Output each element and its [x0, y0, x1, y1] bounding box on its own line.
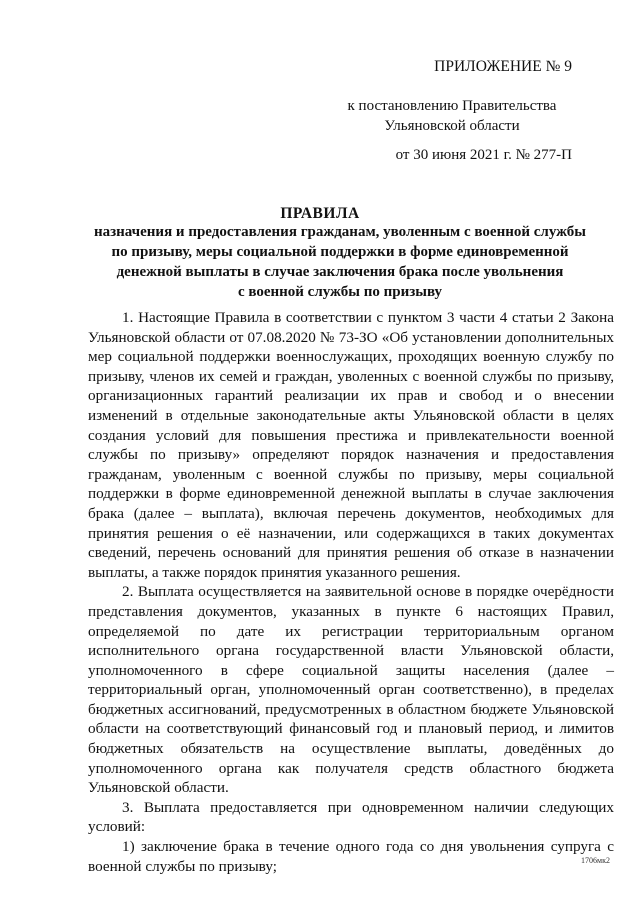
paragraph-2: 2. Выплата осуществляется на заявительной основе в порядке очерёдности представления документов, указанных в пункте 6 настоящих Правил, определяемой по дате их регистрации территориальным органом исполнительного органа государственной власти Ульяновской области, уполномоченного в сфере социальной защиты населения (далее – территориальный орган, уполномоченный орган соответственно), в пределах бюджетных ассигнований, предусмотренных в областном бюджете Ульяновской области на соответствующий финансовый год и плановый период, и лимитов бюджетных обязательств на осуществление выплаты, доведённых до уполномоченного органа как получателя средств областного бюджета Ульяновской области. — [88, 583, 614, 797]
annex-label: ПРИЛОЖЕНИЕ № 9 — [434, 58, 572, 75]
resolution-line-1: к постановлению Правительства — [347, 98, 557, 114]
subtitle-line-2: по призыву, меры социальной поддержки в форме единовременной — [111, 244, 569, 260]
paragraph-3-item-1: 1) заключение брака в течение одного года со дня увольнения супруга с военной службы по призыву; — [88, 838, 614, 875]
document-subtitle — [90, 222, 590, 302]
document-body — [88, 308, 614, 876]
document-title: ПРАВИЛА — [280, 205, 360, 222]
paragraph-3: 3. Выплата предоставляется при одновременном наличии следующих условий: — [88, 798, 614, 836]
subtitle-line-1: назначения и предоставления гражданам, уволенным с военной службы — [93, 224, 587, 240]
subtitle-line-4: с военной службы по призыву — [237, 284, 443, 300]
paragraph-1: 1. Настоящие Правила в соответствии с пунктом 3 части 4 статьи 2 Закона Ульяновской области от 07.08.2020 № 73-ЗО «Об установлении дополнительных мер социальной поддержки военнослужащих, проходящих военную службу по призыву, членов их семей и граждан, уволенных с военной службы по призыву, организационных гарантий реализации их прав и свобод и о внесении изменений в отдельные законодательные акты Ульяновской области в целях создания условий для повышения престижа и привлекательности военной службы по призыву» определяют порядок назначения и предоставления гражданам, уволенным с военной службы по призыву, меры социальной поддержки в форме единовременной денежной выплаты в случае заключения брака (далее – выплата), включая перечень документов, необходимых для принятия решения о её назначении, или содержащихся в таких документах сведений, перечень оснований для принятия решения об отказе в назначении выплаты, а также порядок принятия указанного решения. — [88, 309, 614, 581]
resolution-line-2: Ульяновской области — [384, 118, 520, 134]
subtitle-line-3: денежной выплаты в случае заключения брака после увольнения — [116, 264, 564, 280]
footer-code: 1706мк2 — [581, 856, 610, 865]
resolution-date-number: от 30 июня 2021 г. № 277-П — [395, 147, 572, 163]
resolution-reference — [332, 96, 572, 136]
